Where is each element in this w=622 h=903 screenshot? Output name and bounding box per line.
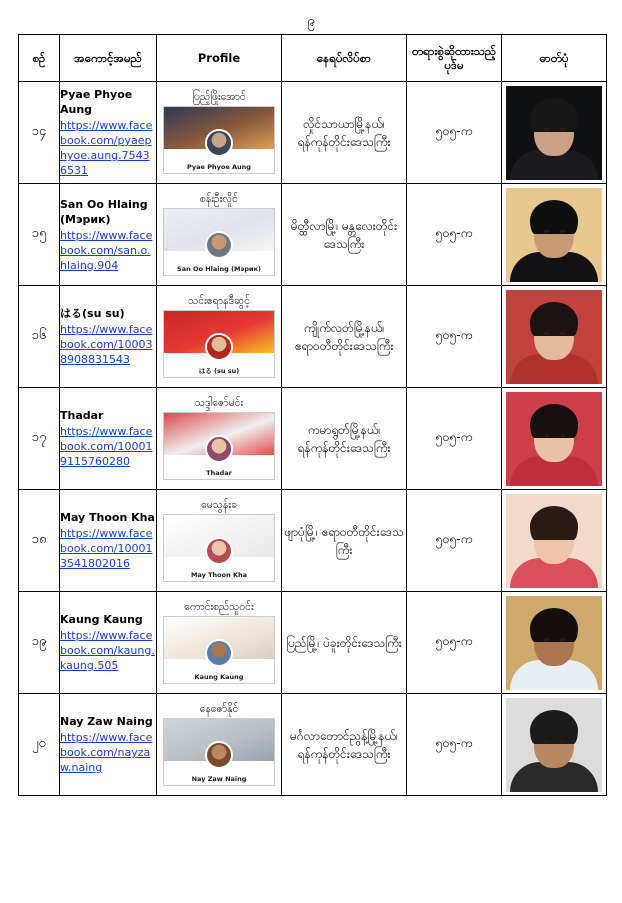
table-header xyxy=(19,35,607,82)
profile-url-link[interactable]: https://www.facebook.com/pyaephyoe.aung.75436531 xyxy=(60,119,153,177)
header-account-name: အကောင့်အမည် xyxy=(60,35,157,82)
profile-url-link[interactable]: https://www.facebook.com/100019115760280 xyxy=(60,425,153,468)
profile-url-link[interactable]: https://www.facebook.com/nayzaw.naing xyxy=(60,731,153,774)
header-case-section: တရားစွဲဆိုထားသည့်ပုဒ်မ xyxy=(407,35,502,82)
person-photo xyxy=(506,290,602,384)
person-photo xyxy=(506,392,602,486)
account-name: はる(su su) xyxy=(60,307,125,320)
header-profile: Profile xyxy=(157,35,282,82)
profile-cell xyxy=(157,184,282,286)
row-index: ၁၈ xyxy=(19,490,60,592)
table-row xyxy=(19,490,607,592)
profile-cell xyxy=(157,490,282,592)
page-number: ၉ xyxy=(307,14,315,29)
person-photo xyxy=(506,698,602,792)
account-name-cell xyxy=(60,592,157,694)
profile-screenshot xyxy=(163,310,275,378)
account-name-cell xyxy=(60,82,157,184)
account-name-cell xyxy=(60,490,157,592)
photo-cell xyxy=(502,82,607,184)
profile-card-name: はる (su su) xyxy=(198,367,240,375)
account-name-cell xyxy=(60,286,157,388)
profile-card-name: Kaung Kaung xyxy=(194,673,244,681)
profile-screenshot xyxy=(163,718,275,786)
case-section-cell: ၅၀၅-က xyxy=(407,82,502,184)
photo-cell xyxy=(502,184,607,286)
case-section-cell: ၅၀၅-က xyxy=(407,286,502,388)
address-cell: ကျိုက်လတ်မြို့နယ်၊ ဧရာဝတီတိုင်းဒေသကြီး xyxy=(282,286,407,388)
profile-url-link[interactable]: https://www.facebook.com/100038908831543 xyxy=(60,323,153,366)
profile-title: ပြည့်ဖြိုးအောင် xyxy=(192,91,246,103)
header-address: နေရပ်လိပ်စာ xyxy=(282,35,407,82)
photo-cell xyxy=(502,694,607,796)
row-index: ၁၅ xyxy=(19,184,60,286)
profile-avatar xyxy=(205,537,233,565)
profile-card-name: May Thoon Kha xyxy=(190,571,248,579)
profile-avatar xyxy=(205,129,233,157)
profile-title: နေဇော်နိုင် xyxy=(199,703,239,715)
profile-title: သင်းဧရာနဒီဆွင့် xyxy=(188,295,250,307)
profile-url-link[interactable]: https://www.facebook.com/kaung.kaung.505 xyxy=(60,629,155,672)
profile-cell xyxy=(157,592,282,694)
table-header-row xyxy=(19,35,607,82)
account-name: San Oo Hlaing (Мэрик) xyxy=(60,197,148,226)
profile-title: မေသွန်းခ xyxy=(201,499,237,511)
profile-url-link[interactable]: https://www.facebook.com/100013541802016 xyxy=(60,527,153,570)
person-photo xyxy=(506,86,602,180)
account-name: May Thoon Kha xyxy=(60,511,155,524)
row-index: ၁၆ xyxy=(19,286,60,388)
person-photo xyxy=(506,494,602,588)
profile-cell xyxy=(157,694,282,796)
table-row xyxy=(19,592,607,694)
profile-title: စန်းဦးလှိုင် xyxy=(199,193,239,205)
address-cell: ဖျာပုံမြို့၊ ဧရာဝတီတိုင်းဒေသကြီး xyxy=(282,490,407,592)
table-row xyxy=(19,184,607,286)
profile-avatar xyxy=(205,435,233,463)
account-name: Kaung Kaung xyxy=(60,613,143,626)
row-index: ၁၇ xyxy=(19,388,60,490)
profile-screenshot xyxy=(163,616,275,684)
account-name: Pyae Phyoe Aung xyxy=(60,88,133,116)
table-row xyxy=(19,82,607,184)
row-index: ၁၄ xyxy=(19,82,60,184)
case-section-cell: ၅၀၅-က xyxy=(407,490,502,592)
photo-cell xyxy=(502,388,607,490)
photo-cell xyxy=(502,592,607,694)
profile-card-name: Thadar xyxy=(206,469,232,477)
profile-screenshot xyxy=(163,106,275,174)
account-name: Thadar xyxy=(60,409,104,422)
row-index: ၂၀ xyxy=(19,694,60,796)
profile-screenshot xyxy=(163,208,275,276)
address-cell: လှိုင်သာယာမြို့နယ်၊ ရန်ကုန်တိုင်းဒေသကြီး xyxy=(282,82,407,184)
photo-cell xyxy=(502,490,607,592)
profile-card-name: Nay Zaw Naing xyxy=(191,775,247,783)
profile-cell xyxy=(157,82,282,184)
photo-cell xyxy=(502,286,607,388)
table-body xyxy=(19,82,607,796)
address-cell: ကမာရွတ်မြို့နယ်၊ ရန်ကုန်တိုင်းဒေသကြီး xyxy=(282,388,407,490)
address-cell: မင်္ဂလာတောင်ညွန့်မြို့နယ်၊ ရန်ကုန်တိုင်းဒေသကြီး xyxy=(282,694,407,796)
profile-url-link[interactable]: https://www.facebook.com/san.o.hlaing.904 xyxy=(60,228,153,272)
person-photo xyxy=(506,188,602,282)
profile-title: သဒ္ဒါဇော်မင်း xyxy=(194,397,244,409)
account-name-cell xyxy=(60,388,157,490)
profile-avatar xyxy=(205,639,233,667)
case-section-cell: ၅၀၅-က xyxy=(407,184,502,286)
profile-avatar xyxy=(205,231,233,259)
profile-avatar xyxy=(205,741,233,769)
profile-avatar xyxy=(205,333,233,361)
profile-card-name: Pyae Phyoe Aung xyxy=(187,163,251,171)
account-name-cell xyxy=(60,184,157,286)
profile-title: ကောင်းစည်သူဝင်း xyxy=(184,601,254,613)
profile-cell xyxy=(157,286,282,388)
case-section-cell: ၅၀၅-က xyxy=(407,592,502,694)
persons-table xyxy=(18,34,607,796)
address-cell: မိတ္ထီလာမြို့၊ မန္တလေးတိုင်းဒေသကြီး xyxy=(282,184,407,286)
profile-cell xyxy=(157,388,282,490)
header-photo: ဓာတ်ပုံ xyxy=(502,35,607,82)
header-no: စဉ် xyxy=(19,35,60,82)
case-section-cell: ၅၀၅-က xyxy=(407,388,502,490)
table-row xyxy=(19,286,607,388)
case-section-cell: ၅၀၅-က xyxy=(407,694,502,796)
profile-screenshot xyxy=(163,412,275,480)
row-index: ၁၉ xyxy=(19,592,60,694)
address-cell: ပြည်မြို့၊ ပဲခူးတိုင်းဒေသကြီး xyxy=(282,592,407,694)
person-photo xyxy=(506,596,602,690)
account-name-cell xyxy=(60,694,157,796)
profile-screenshot xyxy=(163,514,275,582)
account-name: Nay Zaw Naing xyxy=(60,715,153,728)
profile-card-name: San Oo Hlaing (Мэрик) xyxy=(177,265,261,273)
table-row xyxy=(19,388,607,490)
table-row xyxy=(19,694,607,796)
